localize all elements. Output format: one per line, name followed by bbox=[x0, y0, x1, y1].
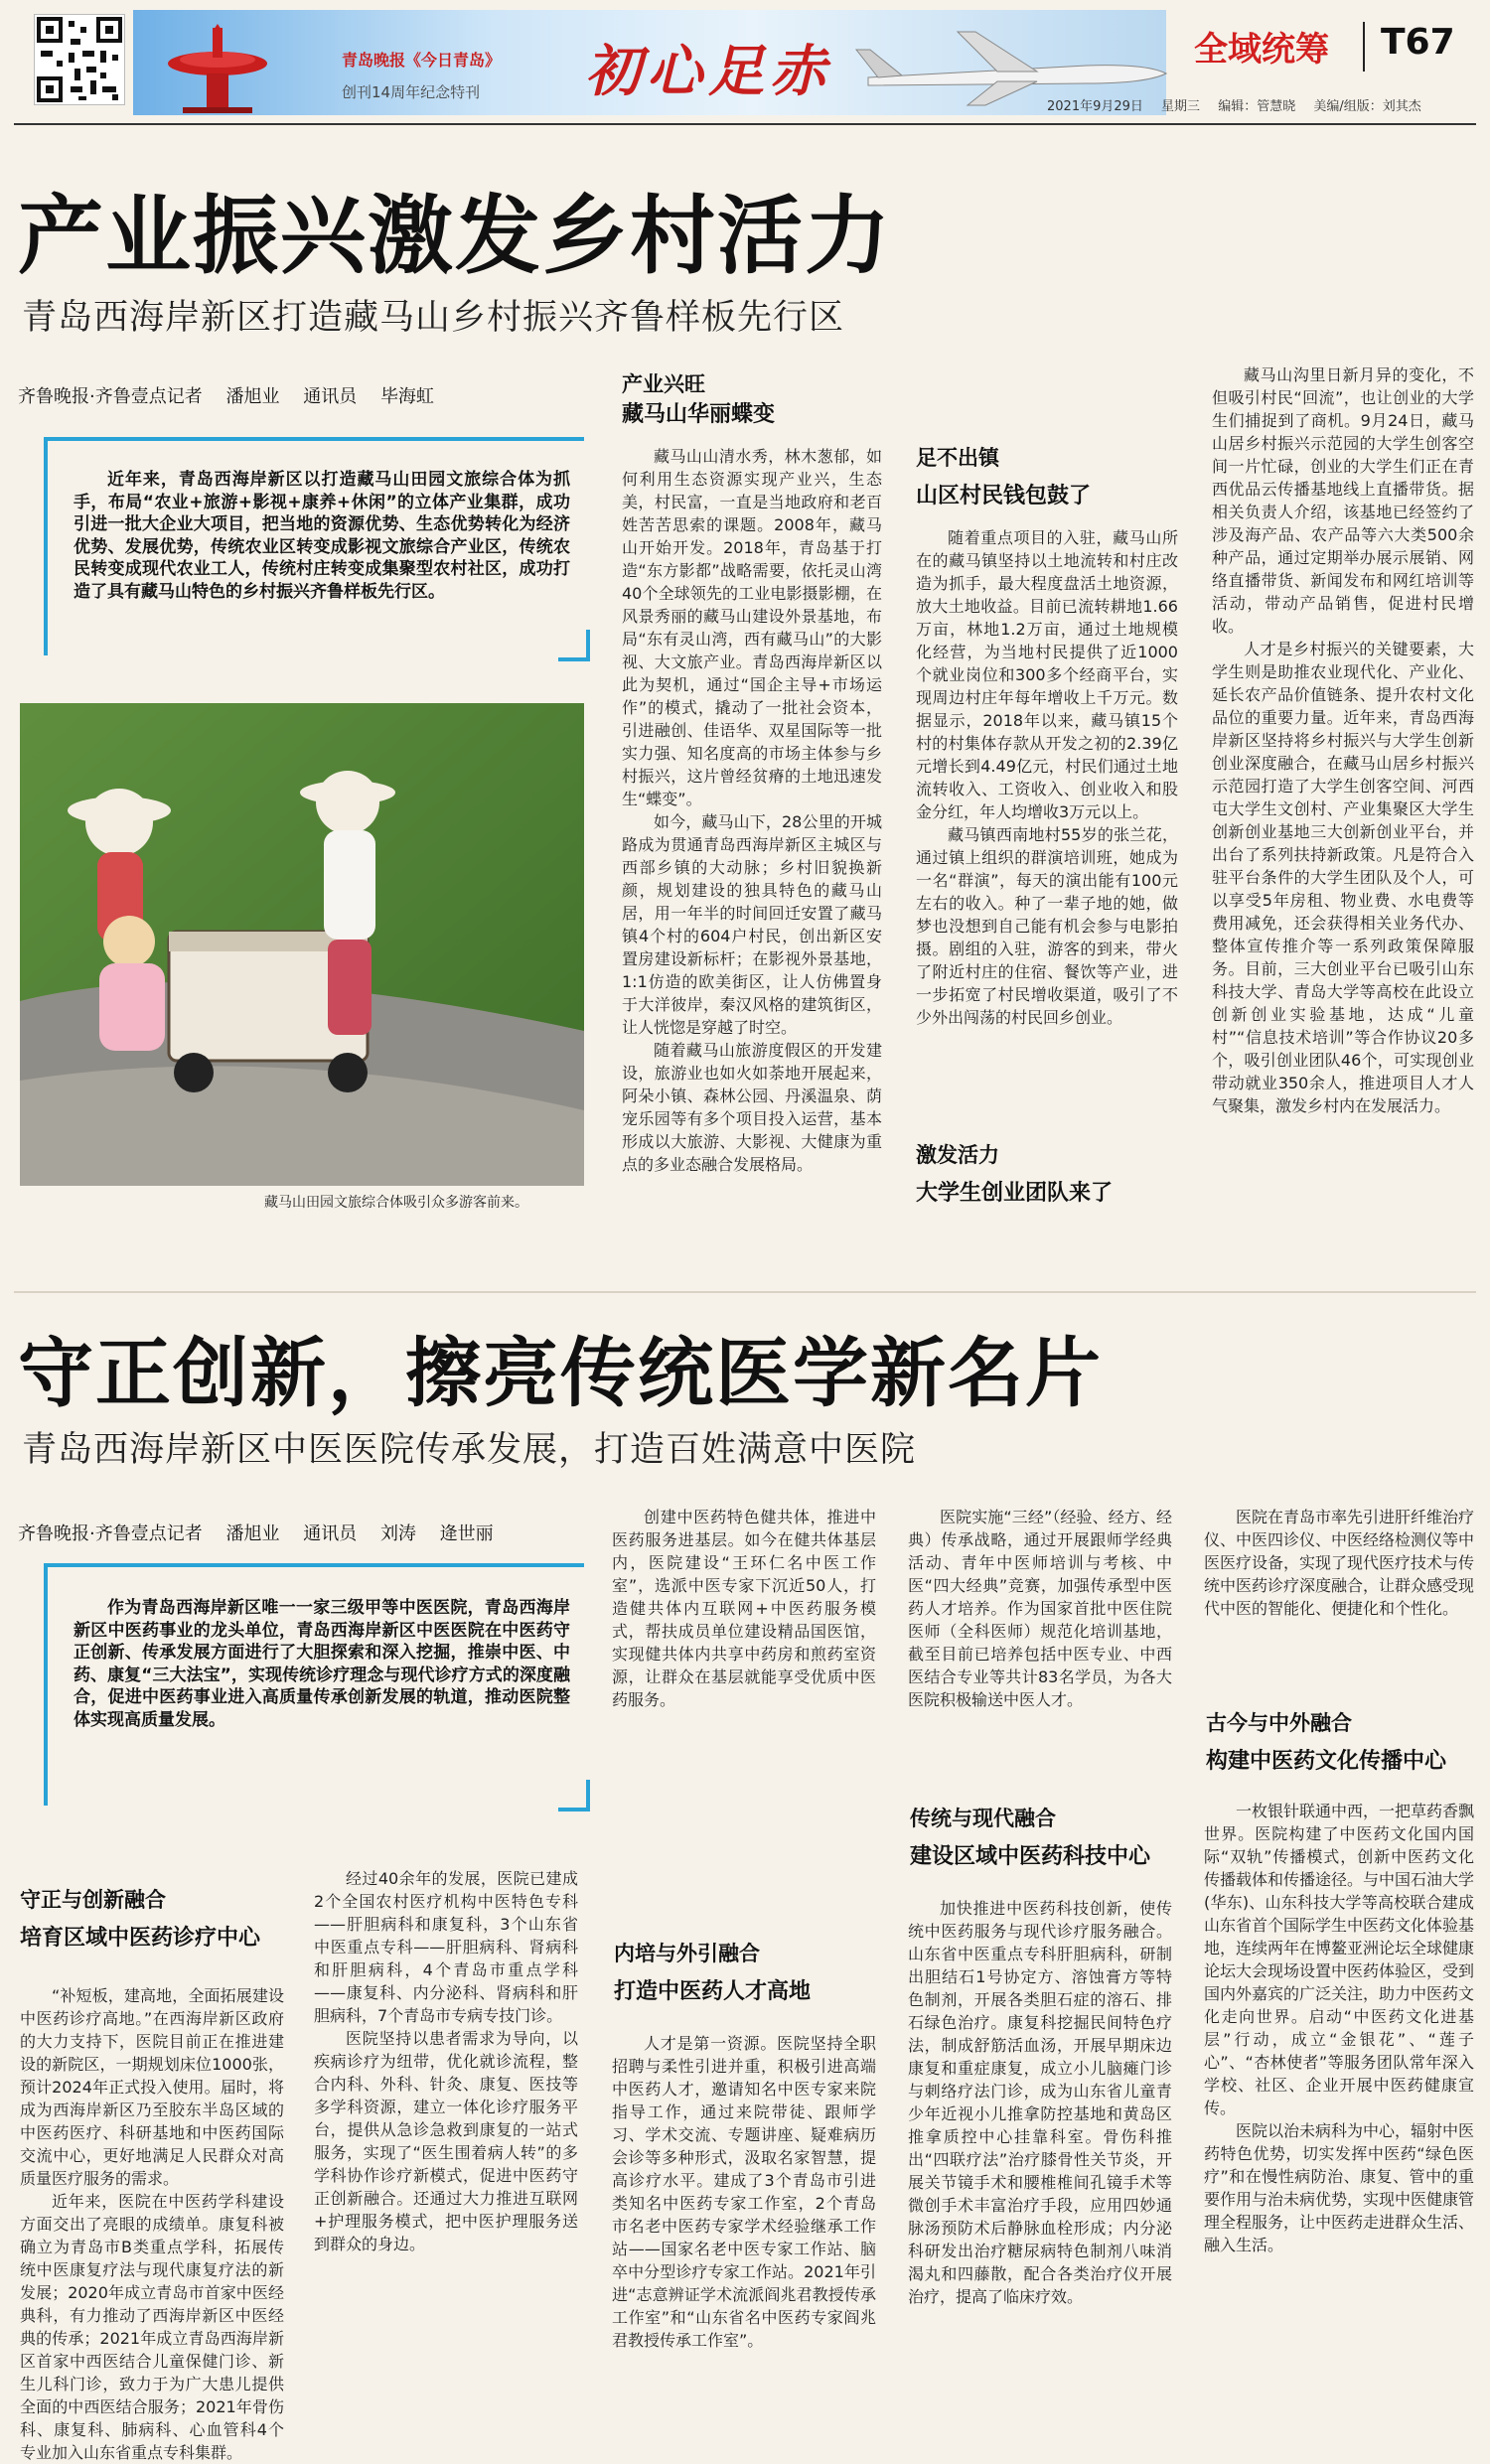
issue-meta bbox=[1047, 95, 1435, 114]
a1-section3-heading bbox=[916, 1140, 1184, 1210]
a1-section1-heading bbox=[622, 369, 890, 431]
a2-column-2 bbox=[314, 1867, 578, 2393]
a2-s1-p1: “补短板，建高地，全面拓展建设中医药诊疗高地。”在西海岸新区政府的大力支持下，医院目前正在推进建设的新院区，一期规划床位1000张，预计2024年正式投入使用。届时，将成为西海岸新区乃至胶东半岛区域的中医药医疗、科研基地和中医药国际交流中心，更好地满足人民群众对高质量医疗服务的需求。 bbox=[20, 1986, 284, 2188]
a1-s2-p1: 随着重点项目的入驻，藏马山所在的藏马镇坚持以土地流转和村庄改造为抓手，最大程度盘活土地资源，放大土地收益。目前已流转耕地1.66万亩，林地1.2万亩，通过土地规模化经营，为当地村民提供了近1000个就业岗位和300多个经商平台，实现周边村庄年每年增收上千万元。数据显示，2018年以来，藏马镇15个村的村集体存款从开发之初的2.39亿元增长到4.49亿元，村民们通过土地流转收入、工资收入、创业收入和股金分红，年人均增收3万元以上。 bbox=[916, 528, 1178, 821]
a2-section4-heading bbox=[1206, 1708, 1476, 1778]
a2-s2-p1: 创建中医药特色健共体，推进中医药服务进基层。如今在健共体基层内，医院建设“王环仁名中医工作室”，选派中医专家下沉近50人，打造健共体内互联网+中医药服务模式，帮扶成员单位建设精品国医馆，实现健共体内共享中药房和煎药室资源，让群众在基层就能享受优质中医药服务。 bbox=[612, 1508, 876, 1709]
a2-s3-kicker: 传统与现代融合 bbox=[910, 1807, 1056, 1830]
a2-s4-p1: 一枚银针联通中西，一把草药香飘世界。医院构建了中医药文化国内国际“双轨”传播模式，创新中医药文化传播载体和传播途径。与中国石油大学(华东)、山东科技大学等高校联合建成山东省首个国际学生中医药文化体验基地，连续两年在博鳌亚洲论坛全球健康论坛大会现场设置中医药体验区，受到国内外嘉宾的广泛关注，助力中医药文化走向世界。启动“中医药文化进基层”行动，成立“金银花”、“莲子心”、“杏林使者”等服务团队常年深入学校、社区、企业开展中医药健康宣传。 bbox=[1204, 1802, 1475, 2117]
a2-s4-title: 构建中医药文化传播中心 bbox=[1206, 1749, 1447, 1774]
paper-name: 青岛晚报《今日青岛》 bbox=[342, 51, 502, 70]
a2-s2-p3: 医院实施“三经”（经验、经方、经典）传承战略，通过开展跟师学经典活动、青年中医师培训与考核、中医“四大经典”竞赛，加强传承型中医药人才培养。作为国家首批中医住院医师（全科医师）规范化培训基地，截至目前已培养包括中医专业、中西医结合专业等共计83名学员，为各大医院积极输送中医人才。 bbox=[908, 1508, 1172, 1709]
slogan: 初心足赤 bbox=[585, 39, 831, 104]
issue-weekday: 星期三 bbox=[1161, 99, 1201, 114]
byline-correspondent-2: 逄世丽 bbox=[439, 1523, 494, 1544]
article2-intro-box bbox=[44, 1563, 584, 1806]
article2-intro: 作为青岛西海岸新区唯一一家三级甲等中医医院，青岛西海岸新区中医药事业的龙头单位，青岛西海岸新区中医医院在中医药守正创新、传承发展方面进行了大胆探索和深入挖掘，推崇中医、中药、康复“三大法宝”，实现传统诊疗理念与现代诊疗方式的深度融合，促进中医药事业进入高质量传承创新发展的轨道，推动医院整体实现高质量发展。 bbox=[74, 1598, 570, 1730]
article1-intro: 近年来，青岛西海岸新区以打造藏马山田园文旅综合体为抓手，布局“农业+旅游+影视+康养+休闲”的立体产业集群，成功引进一批大企业大项目，把当地的资源优势、生态优势转化为经济优势、发展优势，传统农业区转变成影视文旅综合产业区，传统农民转变成现代农业工人，传统村庄转变成集聚型农村社区，成功打造了具有藏马山特色的乡村振兴齐鲁样板先行区。 bbox=[74, 470, 570, 602]
a2-s2-p2: 人才是第一资源。医院坚持全职招聘与柔性引进并重，积极引进高端中医药人才，邀请知名中医专家来院指导工作，通过来院带徒、跟师学习、学术交流、专题讲座、疑难病历会诊等多种形式，汲取名家智慧，提高诊疗水平。建成了3个青岛市引进类知名中医药专家工作室，2个青岛市名老中医药专家学术经验继承工作站——国家名老中医专家工作站、脑卒中分型诊疗专家工作站。2021年引进“志意辨证学术流派阎兆君教授传承工作室”和“山东省名中医药专家阎兆君教授传承工作室”。 bbox=[612, 2034, 876, 2350]
article1-byline bbox=[18, 382, 452, 408]
article1-photo-caption: 藏马山田园文旅综合体吸引众多游客前来。 bbox=[264, 1195, 528, 1211]
a2-section2-heading bbox=[614, 1939, 882, 2008]
masthead-rule bbox=[14, 123, 1476, 125]
intro-corner-decoration bbox=[558, 1780, 590, 1812]
a2-column-4b bbox=[908, 1897, 1172, 2393]
byline-outlet: 齐鲁晚报·齐鲁壹点记者 bbox=[18, 1523, 203, 1544]
a1-column-1 bbox=[622, 445, 882, 1230]
a2-s3-title: 建设区域中医药科技中心 bbox=[910, 1844, 1151, 1869]
byline-correspondent-1: 刘涛 bbox=[379, 1523, 416, 1544]
a2-s4-kicker: 古今与中外融合 bbox=[1206, 1711, 1352, 1735]
article2-headline: 守正创新，擦亮传统医学新名片 bbox=[18, 1329, 1103, 1417]
a2-s3-p2: 医院在青岛市率先引进肝纤维治疗仪、中医四诊仪、中医经络检测仪等中医医疗设备，实现了现代医疗技术与传统中医药诊疗深度融合，让群众感受现代中医的智能化、便捷化和个性化。 bbox=[1204, 1508, 1475, 1618]
page-number: T67 bbox=[1381, 22, 1455, 63]
a1-s3-p1: 藏马山沟里日新月异的变化，不但吸引村民“回流”，也让创业的大学生们捕捉到了商机。9月24日，藏马山居乡村振兴示范园的大学生创客空间一片忙碌，创业的大学生们正在青西优品云传播基地线上直播带货。据相关负责人介绍，该基地已经签约了涉及海产品、农产品等六大类500余种产品，通过定期举办展示展销、网络直播带货、新闻发布和网红培训等活动，带动产品销售，促进村民增收。 bbox=[1212, 365, 1474, 636]
a2-column-1 bbox=[20, 1984, 284, 2462]
article1-intro-box bbox=[44, 437, 584, 655]
issue-date: 2021年9月29日 bbox=[1047, 99, 1143, 114]
byline-role: 通讯员 bbox=[303, 386, 358, 407]
landmark-tower-icon bbox=[163, 24, 272, 113]
a2-column-3 bbox=[612, 1506, 876, 1931]
a1-s3-p2: 人才是乡村振兴的关键要素，大学生则是助推农业现代化、产业化、延长农产品价值链条、提升农村文化品位的重要力量。近年来，青岛西海岸新区坚持将乡村振兴与大学生创新创业深度融合，在藏马山居乡村振兴示范园打造了大学生创客空间、河西屯大学生文创村、产业集聚区大学生创新创业基地三大创新创业平台，并出台了系列扶持新政策。凡是符合入驻平台条件的大学生团队及个人，可以享受5年房租、物业费、水电费等费用减免，还会获得相关业务代办、整体宣传推介等一系列政策保障服务。目前，三大创业平台已吸引山东科技大学、青岛大学等高校在此设立创新创业实验基地，达成“儿童村”“信息技术培训”等合作协议20多个，吸引创业团队46个，可实现创业带动就业350余人，推进项目人才人气聚集，激发乡村内在发展活力。 bbox=[1212, 640, 1474, 1115]
a2-s1-p4: 医院坚持以患者需求为导向，以疾病诊疗为纽带，优化就诊流程，整合内科、外科、针灸、康复、医技等多学科资源，建立一体化诊疗服务平台，提供从急诊急救到康复的一站式服务，实现了“医生围着病人转”的多学科协作诊疗新模式，促进中医药守正创新融合。还通过大力推进互联网+护理服务模式，把中医护理服务送到群众的身边。 bbox=[314, 2029, 578, 2253]
a2-column-5 bbox=[1204, 1506, 1474, 1700]
a2-column-3b bbox=[612, 2032, 876, 2393]
a1-column-2 bbox=[916, 526, 1178, 1134]
article2-byline bbox=[18, 1520, 512, 1545]
a2-column-5b bbox=[1204, 1800, 1474, 2393]
a2-s4-p2: 医院以治未病科为中心，辐射中医药特色优势，切实发挥中医药“绿色医疗”和在慢性病防治、康复、管中的重要作用与治未病优势，实现中医健康管理全程服务，让中医药走进群众生活、融入生活。 bbox=[1204, 2121, 1475, 2254]
a1-s1-title: 藏马山华丽蝶变 bbox=[622, 402, 776, 427]
a2-s2-kicker: 内培与外引融合 bbox=[614, 1942, 760, 1965]
byline-reporter: 潘旭业 bbox=[225, 1523, 280, 1544]
a2-s1-p2: 近年来，医院在中医药学科建设方面交出了亮眼的成绩单。康复科被确立为青岛市B类重点学科，拓展传统中医康复疗法与现代康复疗法的新发展；2020年成立青岛市首家中医经典科，有力推动了西海岸新区中医经典的传承；2021年成立青岛西海岸新区首家中西医结合儿童保健门诊、新生儿科门诊，致力于为广大患儿提供全面的中西医结合服务；2021年骨伤科、康复科、肺病科、心血管科4个专业加入山东省重点专科集群。 bbox=[20, 2192, 284, 2462]
byline-correspondent: 毕海虹 bbox=[379, 386, 434, 407]
a1-s2-title: 山区村民钱包鼓了 bbox=[916, 484, 1092, 508]
anniversary-label: 创刊14周年纪念特刊 bbox=[342, 83, 481, 101]
a1-section2-heading bbox=[916, 443, 1184, 512]
a1-s1-kicker: 产业兴旺 bbox=[622, 372, 705, 396]
byline-outlet: 齐鲁晚报·齐鲁壹点记者 bbox=[18, 386, 203, 407]
a2-s3-p1: 加快推进中医药科技创新，使传统中医药服务与现代诊疗服务融合。山东省中医重点专科肝胆病科，研制出胆结石1号协定方、溶蚀膏方等特色制剂，开展各类胆石症的溶石、排石绿色治疗。康复科挖掘民间特色疗法，制成舒筋活血汤，开展早期床边康复和重症康复，成立小儿脑瘫门诊与刺络疗法门诊，成为山东省儿童青少年近视小儿推拿防控基地和黄岛区推拿质控中心挂靠科室。骨伤科推出“四联疗法”治疗膝骨性关节炎，开展关节镜手术和腰椎椎间孔镜手术等微创手术丰富治疗手段，应用四妙通脉汤预防术后静脉血栓形成；内分泌科研发出治疗糖尿病特色制剂八味消渴丸和四藤散，配合各类治疗仪开展治疗，提高了临床疗效。 bbox=[908, 1899, 1172, 2306]
article2-subheadline: 青岛西海岸新区中医医院传承发展，打造百姓满意中医院 bbox=[22, 1430, 917, 1470]
intro-corner-decoration bbox=[558, 630, 590, 661]
a1-s3-title: 大学生创业团队来了 bbox=[916, 1181, 1114, 1206]
a1-column-3 bbox=[1212, 363, 1474, 1230]
qr-code-icon[interactable] bbox=[34, 14, 125, 105]
byline-role: 通讯员 bbox=[303, 1523, 358, 1544]
a2-section1-heading bbox=[20, 1885, 288, 1955]
a1-s2-kicker: 足不出镇 bbox=[916, 446, 999, 470]
a1-s2-p2: 藏马镇西南地村55岁的张兰花，通过镇上组织的群演培训班，她成为一名“群演”，每天的演出能有100元左右的收入。种了一辈子地的她，做梦也没想到自己能有机会参与电影拍摄。剧组的入驻，游客的到来，带火了附近村庄的住宿、餐饮等产业，进一步拓宽了村民增收渠道，吸引了不少外出闯荡的村民回乡创业。 bbox=[916, 825, 1178, 1027]
a2-s1-kicker: 守正与创新融合 bbox=[20, 1888, 166, 1912]
article-divider bbox=[14, 1291, 1476, 1293]
a1-s1-p2: 如今，藏马山下，28公里的开城路成为贯通青岛西海岸新区主城区与西部乡镇的大动脉；乡村旧貌换新颜，规划建设的独具特色的藏马山居，用一年半的时间回迁安置了藏马镇4个村的604户村民，创出新区安置房建设新标杆；在影视外景基地，1:1仿造的欧美街区，让人仿佛置身于大洋彼岸，秦汉风格的建筑街区，让人恍惚是穿越了时空。 bbox=[622, 812, 882, 1037]
a1-s1-p3: 随着藏马山旅游度假区的开发建设，旅游业也如火如荼地开展起来，阿朵小镇、森林公园、丹溪温泉、荫宠乐园等有多个项目投入运营，基本形成以大旅游、大影视、大健康为重点的多业态融合发展格局。 bbox=[622, 1041, 882, 1174]
a1-s3-kicker: 激发活力 bbox=[916, 1143, 999, 1167]
designer-credit: 美编/组版：刘其杰 bbox=[1313, 99, 1421, 114]
a2-section3-heading bbox=[910, 1804, 1178, 1873]
editor-credit: 编辑：管慧晓 bbox=[1218, 99, 1296, 114]
article1-subheadline: 青岛西海岸新区打造藏马山乡村振兴齐鲁样板先行区 bbox=[22, 298, 845, 338]
a2-s2-title: 打造中医药人才高地 bbox=[614, 1979, 812, 2004]
article1-headline: 产业振兴激发乡村活力 bbox=[18, 187, 892, 286]
byline-reporter: 潘旭业 bbox=[225, 386, 280, 407]
a2-s1-p3: 经过40余年的发展，医院已建成2个全国农村医疗机构中医特色专科——肝胆病科和康复科，3个山东省中医重点专科——肝胆病科、肾病科和肝胆病科，4个青岛市重点学科——康复科、内分泌科、肾病科和肝胆病科，7个青岛市专病专技门诊。 bbox=[314, 1869, 578, 2025]
header-divider bbox=[1363, 22, 1365, 72]
a2-column-4 bbox=[908, 1506, 1172, 1792]
a1-s1-p1: 藏马山山清水秀，林木葱郁，如何利用生态资源实现产业兴，生态美，村民富，一直是当地政府和老百姓苦苦思索的课题。2008年，藏马山开始开发。2018年，青岛基于打造“东方影都”战略需要，依托灵山湾40个全球领先的工业电影摄影棚，在风景秀丽的藏马山建设外景基地，布局“东有灵山湾，西有藏马山”的大影视、大文旅产业。青岛西海岸新区以此为契机，通过“国企主导+市场运作”的模式，撬动了一批社会资本，引进融创、佳语华、双星国际等一批实力强、知名度高的市场主体参与乡村振兴，这片曾经贫瘠的土地迅速发生“蝶变”。 bbox=[622, 447, 882, 808]
section-label: 全域统筹 bbox=[1194, 30, 1329, 70]
masthead bbox=[0, 0, 1490, 121]
a2-s1-title: 培育区域中医药诊疗中心 bbox=[20, 1926, 261, 1951]
article1-photo bbox=[20, 703, 584, 1186]
